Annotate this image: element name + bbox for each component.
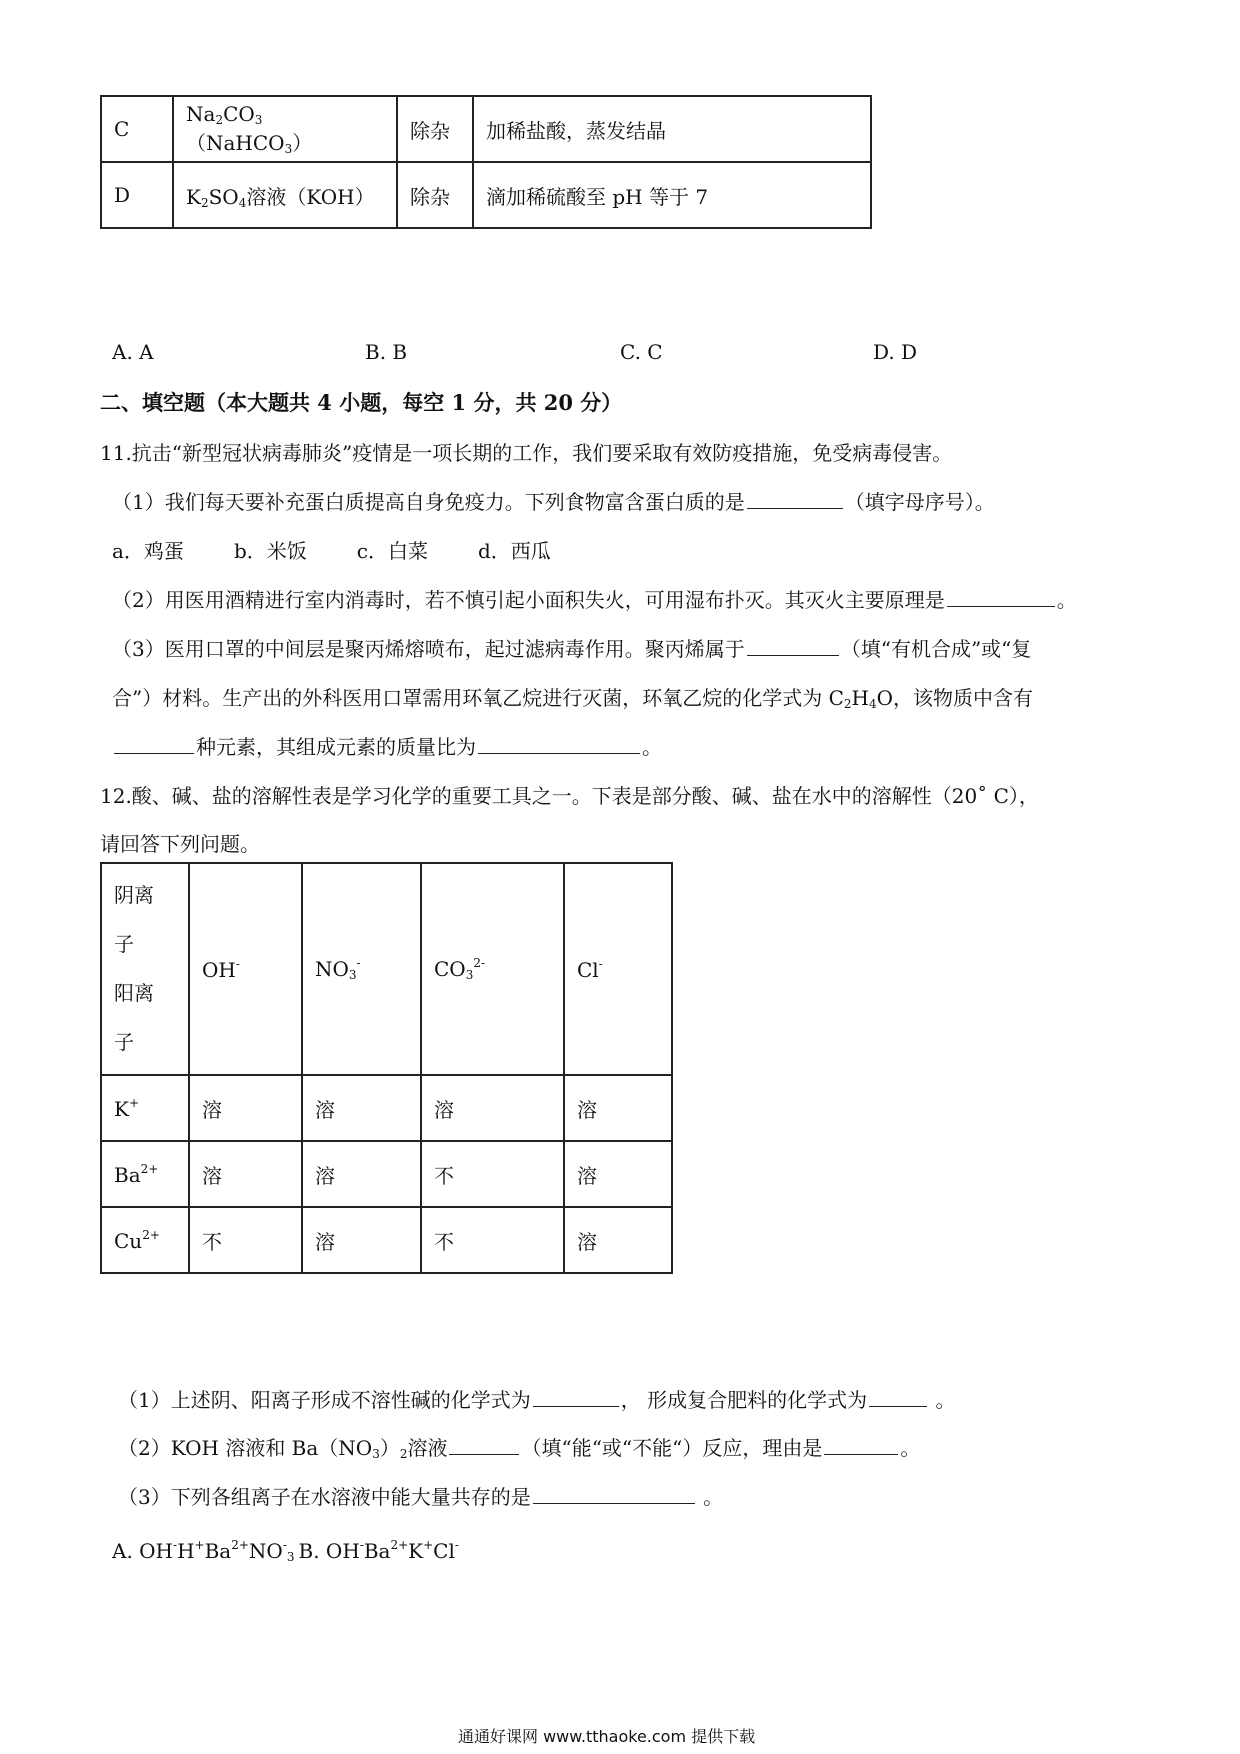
row-label: C [101, 96, 173, 162]
solubility-cell: 溶 [564, 1141, 672, 1207]
q12-part2: （2）KOH 溶液和 $Ba(NO_3)_2$溶液 （填“能“或“不能“）反应，理由是 。 [118, 1436, 921, 1461]
anion-header: Cl- [564, 863, 672, 1075]
anion-header: OH- [189, 863, 302, 1075]
q12-stem-line2: 请回答下列问题。 [100, 832, 260, 856]
option-b: B. B [365, 340, 408, 364]
substance-cell: $K_2SO_4$溶液（KOH） [173, 162, 397, 228]
method-cell: 加稀盐酸，蒸发结晶 [473, 96, 871, 162]
option-c: C. C [620, 340, 663, 364]
anion-header: $CO_3^{2-}$ [421, 863, 564, 1075]
solubility-cell: 溶 [564, 1207, 672, 1273]
option-a: A. A [112, 340, 154, 364]
answer-blank[interactable] [747, 637, 839, 656]
option-d: D. D [873, 340, 918, 364]
q11-part3-line2: 合”）材料。生产出的外科医用口罩需用环氧乙烷进行灭菌，环氧乙烷的化学式为 $C_2H_4O$，该物质中含有 [112, 686, 1034, 711]
table-row [101, 1075, 672, 1141]
q12-answer-choices: A. $OH^-H^+Ba^{2+}NO^-_3$ B. $OH^-Ba^{2+}K^+Cl^-$ [112, 1538, 459, 1564]
purpose-cell: 除杂 [397, 96, 473, 162]
section-title: 二、填空题（本大题共 4 小题，每空 1 分，共 20 分） [100, 390, 623, 415]
row-label: D [101, 162, 173, 228]
answer-blank[interactable] [947, 588, 1055, 607]
solubility-cell: 不 [189, 1207, 302, 1273]
cation-cell: $Cu^{2+}$ [101, 1207, 189, 1273]
answer-blank[interactable] [747, 490, 843, 509]
cation-cell: K+ [101, 1075, 189, 1141]
table-row [101, 162, 871, 228]
answer-blank[interactable] [824, 1436, 898, 1455]
solubility-cell: 溶 [302, 1075, 421, 1141]
purpose-cell: 除杂 [397, 162, 473, 228]
answer-blank[interactable] [869, 1388, 927, 1407]
q12-stem-line1: 12.酸、碱、盐的溶解性表是学习化学的重要工具之一。下表是部分酸、碱、盐在水中的溶解性（20˚ C）， [100, 784, 1039, 808]
solubility-cell: 溶 [189, 1141, 302, 1207]
answer-blank[interactable] [533, 1388, 619, 1407]
answer-blank[interactable] [533, 1485, 695, 1504]
q11-stem: 11.抗击“新型冠状病毒肺炎”疫情是一项长期的工作，我们要采取有效防疫措施，免受病毒侵害。 [100, 441, 953, 465]
food-option-a: a．鸡蛋 [112, 539, 184, 563]
table-row [101, 1141, 672, 1207]
answer-blank[interactable] [449, 1436, 519, 1455]
solubility-cell: 不 [421, 1141, 564, 1207]
anion-header: $NO_3^-$ [302, 863, 421, 1075]
food-option-c: c．白菜 [356, 539, 428, 563]
q11-part1: （1）我们每天要补充蛋白质提高自身免疫力。下列食物富含蛋白质的是 （填字母序号）。 [112, 490, 995, 514]
substance-cell: $Na_2CO_3(NaHCO_3)$ [173, 96, 397, 162]
q12-part3: （3）下列各组离子在水溶液中能大量共存的是 。 [118, 1485, 724, 1509]
experiment-table [100, 95, 872, 229]
food-option-b: b．米饭 [233, 539, 307, 563]
table-header-row [101, 863, 672, 1075]
cation-cell: $Ba^{2+}$ [101, 1141, 189, 1207]
answer-blank[interactable] [478, 735, 640, 754]
q11-part1-options [112, 535, 551, 564]
solubility-cell: 溶 [302, 1207, 421, 1273]
solubility-cell: 溶 [302, 1141, 421, 1207]
solubility-table [100, 862, 673, 1274]
q12-part1: （1）上述阴、阳离子形成不溶性碱的化学式为 ， 形成复合肥料的化学式为 。 [118, 1388, 956, 1412]
answer-blank[interactable] [114, 735, 194, 754]
solubility-cell: 溶 [421, 1075, 564, 1141]
q11-part3-line1: （3）医用口罩的中间层是聚丙烯熔喷布，起过滤病毒作用。聚丙烯属于 （填“有机合成”或“复 [112, 637, 1032, 661]
corner-cell: 阴离 子 阳离 子 [101, 863, 189, 1075]
solubility-cell: 溶 [189, 1075, 302, 1141]
table-row [101, 1207, 672, 1273]
method-cell: 滴加稀硫酸至 pH 等于 7 [473, 162, 871, 228]
q11-part3-line3: 种元素，其组成元素的质量比为 。 [112, 731, 662, 760]
q11-part2: （2）用医用酒精进行室内消毒时，若不慎引起小面积失火，可用湿布扑灭。其灭火主要原理是 。 [112, 588, 1077, 612]
footer-text: 通通好课网 www.tthaoke.com 提供下载 [458, 1727, 756, 1746]
solubility-cell: 溶 [564, 1075, 672, 1141]
food-option-d: d．西瓜 [477, 539, 551, 563]
table-row [101, 96, 871, 162]
solubility-cell: 不 [421, 1207, 564, 1273]
